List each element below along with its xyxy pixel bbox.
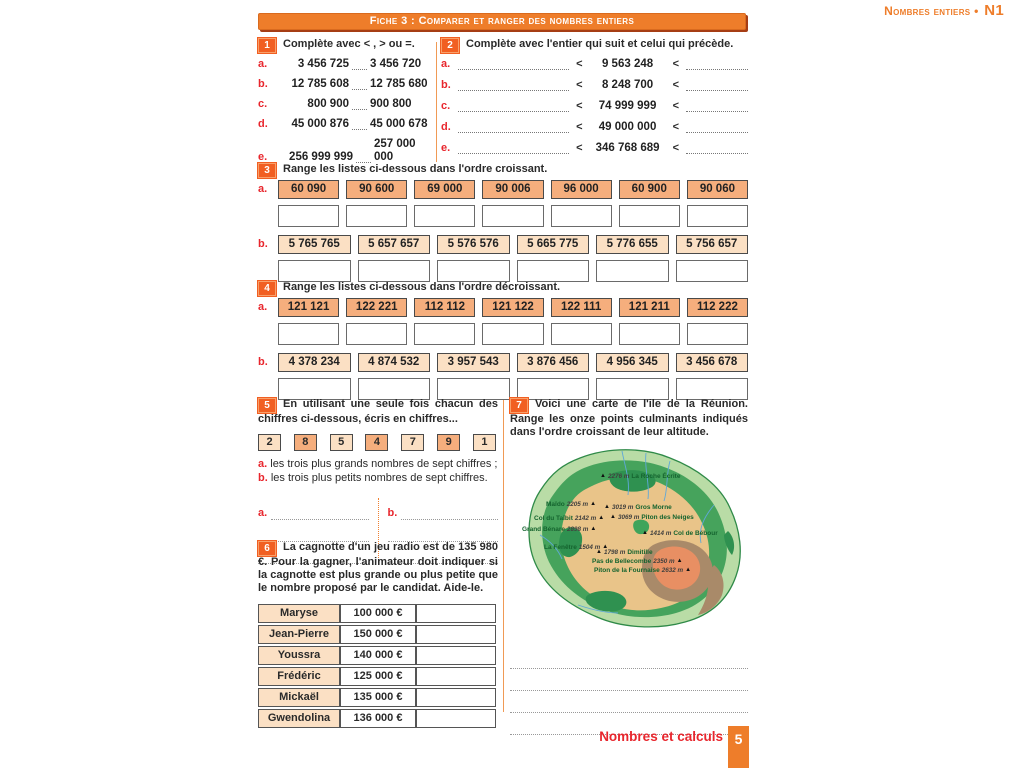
comparison-answer-blank[interactable]: [352, 118, 367, 130]
table-row: [258, 625, 496, 644]
successor-blank[interactable]: [686, 142, 748, 154]
answer-box[interactable]: [517, 378, 590, 400]
candidate-name: Gwendolina: [258, 709, 340, 728]
map-peak-label: [594, 567, 691, 574]
peak-name: Grand Bénare: [522, 526, 565, 533]
answer-box[interactable]: [687, 205, 748, 227]
triangle-icon: ▲: [685, 567, 692, 573]
answer-line: [258, 520, 369, 542]
map-peak-label: [522, 526, 596, 533]
table-row: [258, 667, 496, 686]
comparison-answer-blank[interactable]: [356, 151, 371, 163]
triangle-icon: ▲: [610, 514, 616, 520]
predecessor-blank[interactable]: [458, 121, 569, 133]
peak-altitude: 2898 m: [567, 526, 589, 533]
answer-line: [258, 498, 369, 520]
answer-box[interactable]: [437, 378, 510, 400]
list-value-box: 112 222: [687, 298, 748, 317]
neighbours-row: [441, 142, 748, 155]
peak-name: Piton de la Fournaise: [594, 567, 660, 574]
candidate-name: Jean-Pierre: [258, 625, 340, 644]
answer-line[interactable]: [510, 669, 748, 691]
answer-line[interactable]: [510, 647, 748, 669]
answer-box[interactable]: [358, 378, 431, 400]
digit-tile: 9: [437, 434, 460, 451]
list-value-box: 5 657 657: [358, 235, 431, 254]
digit-tile: 2: [258, 434, 281, 451]
item-text: les trois plus petits nombres de sept chiffres.: [270, 472, 488, 484]
ex5-item-b: [258, 472, 498, 485]
page-number: 5: [728, 726, 749, 768]
answer-box[interactable]: [482, 323, 543, 345]
list-value-box: 3 957 543: [437, 353, 510, 372]
header-bullet: •: [974, 4, 979, 18]
candidate-amount: 150 000 €: [340, 625, 416, 644]
exercise-7-head: [510, 398, 748, 439]
list-value-box: 122 111: [551, 298, 612, 317]
predecessor-blank[interactable]: [458, 58, 569, 70]
item-label: d.: [441, 121, 451, 133]
answer-box[interactable]: [596, 260, 669, 282]
answer-cell[interactable]: [416, 688, 496, 707]
answer-line: [388, 520, 499, 542]
answer-box[interactable]: [551, 323, 612, 345]
peak-name: Pas de Bellecombe: [592, 558, 652, 565]
answer-line[interactable]: [510, 691, 748, 713]
center-number: 346 768 689: [595, 142, 660, 154]
exercise-5: [258, 398, 498, 564]
answer-box[interactable]: [358, 260, 431, 282]
peak-name: Maïdo: [546, 501, 565, 508]
less-than-sign: <: [576, 100, 583, 112]
item-text: les trois plus grands nombres de sept chiffres ;: [270, 458, 498, 470]
less-than-sign: <: [672, 100, 679, 112]
list-value-box: 60 900: [619, 180, 680, 199]
answer-box[interactable]: [346, 323, 407, 345]
right-number: 257 000 000: [374, 138, 416, 163]
comparison-row: [258, 78, 436, 91]
peak-altitude: 2205 m: [566, 501, 589, 508]
left-number: 45 000 876: [291, 118, 349, 130]
item-label: a.: [258, 183, 268, 195]
exercise-2: [441, 38, 748, 163]
exercise-5-head: [258, 398, 498, 426]
triangle-icon: ▲: [604, 504, 610, 510]
less-than-sign: <: [672, 142, 679, 154]
peak-altitude: 3019 m: [611, 504, 634, 511]
less-than-sign: <: [576, 121, 583, 133]
exercise-6-head: [258, 541, 498, 595]
exercise-6: [258, 541, 498, 730]
exercise-7-prompt: Voici une carte de l'ile de la Réunion. Range les onze points culminants indiqués dans l'ordre croissant de leur altitude.: [510, 398, 748, 438]
less-than-sign: <: [672, 58, 679, 70]
triangle-icon: ▲: [598, 515, 605, 521]
list-value-box: 4 378 234: [278, 353, 351, 372]
digit-tile: 5: [330, 434, 353, 451]
table-row: [258, 604, 496, 623]
peak-name: Col du Taïbit: [534, 515, 573, 522]
answer-box[interactable]: [278, 260, 351, 282]
exercise-7-number-badge: 7: [510, 398, 528, 413]
peak-altitude: 2142 m: [574, 515, 597, 522]
answer-line: [388, 498, 499, 520]
triangle-icon: ▲: [642, 530, 648, 536]
exercise-2-head: [441, 38, 748, 53]
triangle-icon: ▲: [676, 558, 683, 564]
exercise-5-number-badge: 5: [258, 398, 276, 413]
candidate-amount: 125 000 €: [340, 667, 416, 686]
map-peak-label: [610, 514, 694, 521]
answer-blank[interactable]: [271, 508, 368, 520]
list-b-values: [258, 235, 748, 254]
comparison-row: [258, 58, 436, 71]
list-b-answers: [258, 378, 748, 400]
peak-altitude: 2632 m: [661, 567, 684, 574]
answer-cell[interactable]: [416, 625, 496, 644]
answer-cell[interactable]: [416, 709, 496, 728]
comparison-answer-blank[interactable]: [352, 98, 367, 110]
exercise-4-number-badge: 4: [258, 281, 276, 296]
peak-name: La Roche Écrite: [631, 473, 681, 480]
column-divider: [436, 42, 437, 162]
map-peak-label: [642, 530, 718, 537]
peak-name: Col de Bébour: [673, 530, 718, 537]
left-number: 256 999 999: [289, 151, 353, 163]
triangle-icon: ▲: [600, 473, 606, 479]
peak-name: Dimitille: [627, 549, 653, 556]
triangle-icon: ▲: [596, 549, 602, 555]
list-a-values: [258, 180, 748, 199]
candidate-name: Frédéric: [258, 667, 340, 686]
list-value-box: 121 121: [278, 298, 339, 317]
neighbours-row: [441, 100, 748, 113]
comparison-row: [258, 118, 436, 131]
digit-tile: 1: [473, 434, 496, 451]
digit-tiles: [258, 434, 496, 451]
right-number: 900 800: [370, 98, 412, 110]
page-header: [884, 2, 1004, 19]
item-label: a.: [258, 507, 268, 519]
exercise-2-prompt: Complète avec l'entier qui suit et celui qui précède.: [466, 38, 734, 50]
digit-tile: 8: [294, 434, 317, 451]
right-number: 3 456 720: [370, 58, 422, 70]
list-value-box: 112 112: [414, 298, 475, 317]
comparison-row: [258, 98, 436, 111]
exercise-3: [258, 163, 748, 282]
item-label: a.: [258, 58, 268, 70]
ex5-item-a: [258, 458, 498, 471]
list-a-answers: [258, 205, 748, 227]
list-a-answers: [258, 323, 748, 345]
digit-tile: 4: [365, 434, 388, 451]
answer-box[interactable]: [437, 260, 510, 282]
exercise-6-number-badge: 6: [258, 541, 276, 556]
peak-altitude: 1798 m: [603, 549, 626, 556]
exercise-1-head: [258, 38, 436, 53]
answer-box[interactable]: [687, 323, 748, 345]
center-number: 74 999 999: [598, 100, 657, 112]
left-number: 3 456 725: [297, 58, 349, 70]
exercise-3-head: [258, 163, 748, 178]
cagnotte-table: [258, 602, 496, 730]
peak-name: Gros Morne: [635, 504, 672, 511]
peak-altitude: 2276 m: [607, 473, 630, 480]
worksheet-title: Fiche 3 : Comparer et ranger des nombres entiers: [369, 15, 635, 27]
peak-name: Piton des Neiges: [641, 514, 694, 521]
comparison-answer-blank[interactable]: [352, 78, 367, 90]
center-number: 49 000 000: [598, 121, 657, 133]
answer-box[interactable]: [278, 323, 339, 345]
center-number: 8 248 700: [601, 79, 654, 91]
item-label: b.: [258, 472, 268, 484]
exercise-3-prompt: Range les listes ci-dessous dans l'ordre croissant.: [283, 163, 548, 175]
exercise-5-prompt: En utilisant une seule fois chacun des chiffres ci-dessous, écris en chiffres...: [258, 398, 498, 425]
less-than-sign: <: [576, 79, 583, 91]
less-than-sign: <: [576, 142, 583, 154]
table-row: [258, 709, 496, 728]
map-peak-label: [600, 473, 680, 480]
list-value-box: 3 876 456: [517, 353, 590, 372]
list-value-box: 122 221: [346, 298, 407, 317]
list-value-box: 5 776 655: [596, 235, 669, 254]
exercise-4-head: [258, 281, 748, 296]
list-b-answers: [258, 260, 748, 282]
candidate-name: Youssra: [258, 646, 340, 665]
item-label: d.: [258, 118, 268, 130]
candidate-amount: 135 000 €: [340, 688, 416, 707]
comparison-answer-blank[interactable]: [352, 58, 367, 70]
list-b-values: [258, 353, 748, 372]
triangle-icon: ▲: [590, 501, 597, 507]
reunion-map: [518, 445, 748, 630]
answer-blank[interactable]: [401, 508, 498, 520]
neighbours-row: [441, 58, 748, 71]
map-peak-label: [534, 515, 604, 522]
exercise-7: [510, 398, 748, 735]
peak-altitude: 1504 m: [578, 544, 601, 551]
exercise-3-number-badge: 3: [258, 163, 276, 178]
answer-cell[interactable]: [416, 604, 496, 623]
neighbours-row: [441, 121, 748, 134]
item-label: e.: [258, 151, 268, 163]
left-number: 800 900: [307, 98, 349, 110]
candidate-name: Mickaël: [258, 688, 340, 707]
peak-altitude: 2350 m: [653, 558, 675, 565]
answer-box[interactable]: [517, 260, 590, 282]
map-peak-label: [546, 501, 596, 508]
peak-altitude: 1414 m: [649, 530, 672, 537]
candidate-amount: 140 000 €: [340, 646, 416, 665]
table-row: [258, 688, 496, 707]
list-value-box: 69 000: [414, 180, 475, 199]
candidate-amount: 100 000 €: [340, 604, 416, 623]
neighbours-row: [441, 79, 748, 92]
table-row: [258, 646, 496, 665]
item-label: b.: [258, 238, 268, 250]
peak-altitude: 3069 m: [617, 514, 640, 521]
predecessor-blank[interactable]: [458, 79, 569, 91]
successor-blank[interactable]: [686, 79, 748, 91]
list-value-box: 5 665 775: [517, 235, 590, 254]
answer-box[interactable]: [346, 205, 407, 227]
item-label: a.: [258, 301, 268, 313]
triangle-icon: ▲: [590, 526, 597, 532]
answer-box[interactable]: [596, 378, 669, 400]
exercise-6-prompt: La cagnotte d'un jeu radio est de 135 980 €. Pour la gagner, l'animateur doit indiquer si la cagnotte est plus grande ou plus petite que le nombre proposé par le candidat. Aide-le.: [258, 541, 498, 594]
list-value-box: 121 211: [619, 298, 680, 317]
exercise-4-prompt: Range les listes ci-dessous dans l'ordre décroissant.: [283, 281, 561, 293]
map-peak-label: [604, 504, 672, 511]
exercise-4: [258, 281, 748, 400]
predecessor-blank[interactable]: [458, 142, 569, 154]
answer-cell[interactable]: [416, 646, 496, 665]
header-topic: Nombres entiers: [884, 4, 971, 18]
less-than-sign: <: [672, 121, 679, 133]
item-label: c.: [258, 98, 268, 110]
answer-box[interactable]: [676, 260, 749, 282]
worksheet-title-bar: [258, 13, 746, 30]
answer-box[interactable]: [619, 205, 680, 227]
list-value-box: 4 874 532: [358, 353, 431, 372]
left-number: 12 785 608: [291, 78, 349, 90]
answer-box[interactable]: [414, 205, 475, 227]
answer-box[interactable]: [676, 378, 749, 400]
map-peak-label: [592, 558, 683, 565]
candidate-amount: 136 000 €: [340, 709, 416, 728]
triangle-icon: ▲: [602, 544, 609, 550]
item-label: c.: [441, 100, 451, 112]
answer-box[interactable]: [278, 205, 339, 227]
list-value-box: 5 576 576: [437, 235, 510, 254]
list-value-box: 90 060: [687, 180, 748, 199]
successor-blank[interactable]: [686, 100, 748, 112]
item-label: b.: [441, 79, 451, 91]
right-number: 12 785 680: [370, 78, 428, 90]
candidate-name: Maryse: [258, 604, 340, 623]
list-value-box: 3 456 678: [676, 353, 749, 372]
less-than-sign: <: [576, 58, 583, 70]
item-label: b.: [258, 356, 268, 368]
list-value-box: 96 000: [551, 180, 612, 199]
answer-box[interactable]: [414, 323, 475, 345]
item-label: e.: [441, 142, 451, 154]
exercise-1-number-badge: 1: [258, 38, 276, 53]
center-number: 9 563 248: [601, 58, 654, 70]
header-code: N1: [984, 2, 1004, 19]
column-divider: [503, 400, 504, 712]
list-value-box: 5 765 765: [278, 235, 351, 254]
list-value-box: 4 956 345: [596, 353, 669, 372]
item-label: b.: [387, 507, 398, 519]
successor-blank[interactable]: [686, 121, 748, 133]
answer-cell[interactable]: [416, 667, 496, 686]
exercise-2-number-badge: 2: [441, 38, 459, 53]
answer-box[interactable]: [482, 205, 543, 227]
list-value-box: 5 756 657: [676, 235, 749, 254]
successor-blank[interactable]: [686, 58, 748, 70]
digit-tile: 7: [401, 434, 424, 451]
footer-section-title: Nombres et calculs: [599, 729, 723, 744]
right-number: 45 000 678: [370, 118, 428, 130]
list-value-box: 60 090: [278, 180, 339, 199]
list-value-box: 90 006: [482, 180, 543, 199]
answer-box[interactable]: [278, 378, 351, 400]
answer-box[interactable]: [551, 205, 612, 227]
peak-name: La Fenêtre: [544, 544, 577, 551]
answer-box[interactable]: [619, 323, 680, 345]
map-peak-label: [596, 549, 653, 556]
comparison-row: [258, 138, 436, 164]
item-label: b.: [258, 78, 268, 90]
item-label: a.: [258, 458, 268, 470]
item-label: a.: [441, 58, 451, 70]
less-than-sign: <: [672, 79, 679, 91]
exercise-1-prompt: Complète avec < , > ou =.: [283, 38, 415, 50]
exercise-1: [258, 38, 436, 171]
list-value-box: 90 600: [346, 180, 407, 199]
predecessor-blank[interactable]: [458, 100, 569, 112]
list-a-values: [258, 298, 748, 317]
list-value-box: 121 122: [482, 298, 543, 317]
